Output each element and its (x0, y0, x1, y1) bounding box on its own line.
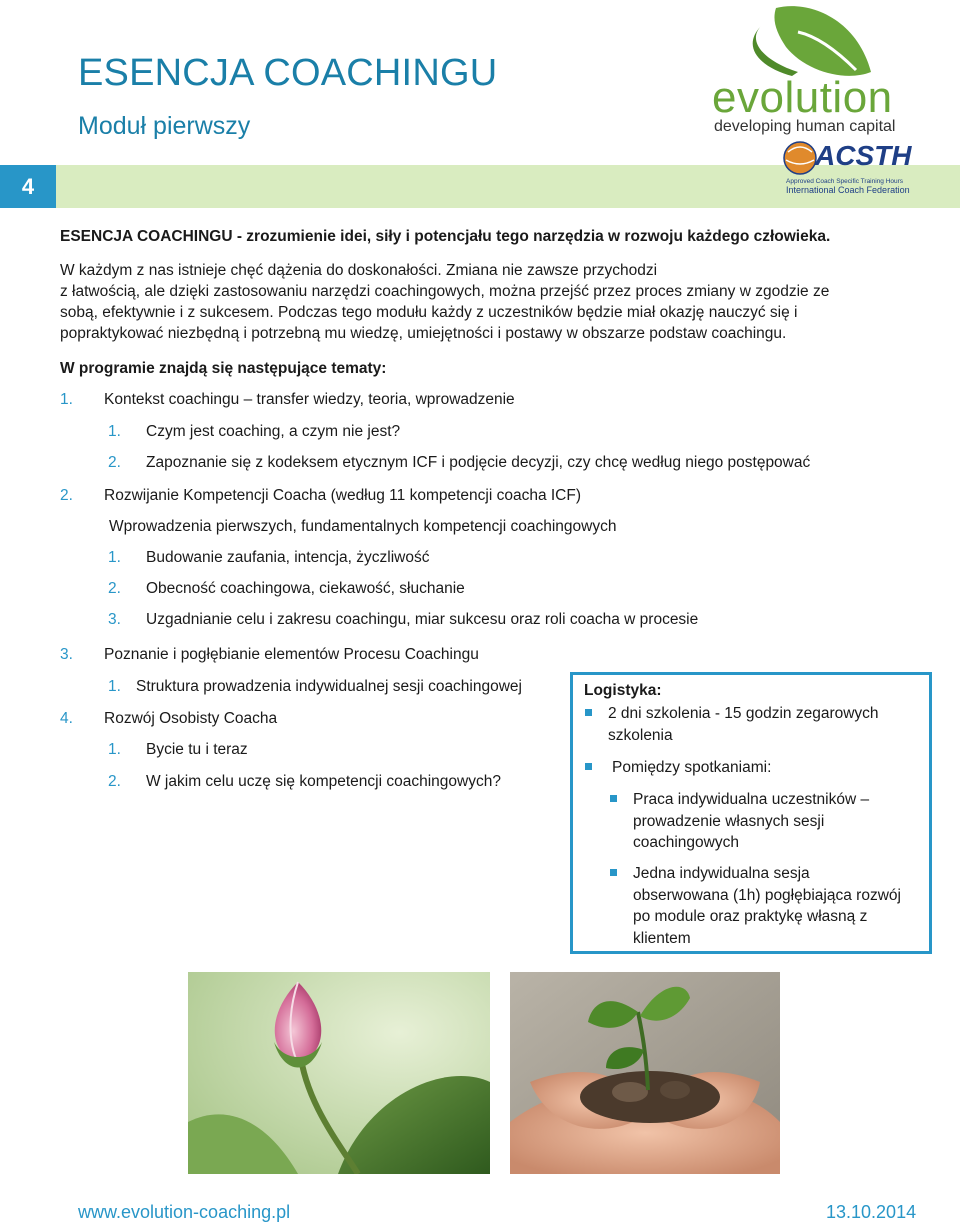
intro-line-3: sobą, efektywnie i z sukcesem. Podczas tego modułu każdy z uczestników będzie miał okazję nauczyć się i (60, 304, 798, 321)
acsth-badge-line1: Approved Coach Specific Training Hours (786, 178, 904, 185)
list-item (60, 710, 277, 728)
list-item (108, 611, 698, 629)
program-heading: W programie znajdą się następujące tematy: (60, 360, 387, 377)
list-item (108, 773, 501, 791)
list-label: Bycie tu i teraz (146, 741, 248, 758)
logistics-subbullet-1-line: prowadzenie własnych sesji (633, 812, 825, 830)
bullet-icon (585, 763, 592, 770)
list-number: 2. (108, 454, 121, 471)
bullet-icon (610, 795, 617, 802)
list-number: 4. (60, 710, 73, 727)
list-label: Czym jest coaching, a czym nie jest? (146, 423, 401, 440)
list-label: Rozwój Osobisty Coacha (104, 710, 278, 727)
logistics-bullet-1 (608, 703, 879, 746)
logistics-subbullet-2-line: po module oraz praktykę własną z (633, 908, 868, 925)
intro-line-4: popraktykować niezbędną i potrzebną mu wiedzę, umiejętności i postawy w obszarze podstaw coachingu. (60, 325, 787, 342)
list-label: Poznanie i pogłębianie elementów Procesu Coachingu (104, 646, 479, 663)
list-number: 1. (108, 678, 121, 695)
bullet-icon (585, 709, 592, 716)
list-item (60, 391, 515, 409)
list-item (108, 741, 248, 759)
list-number: 2. (60, 487, 73, 504)
logistics-subbullet-2-line: Jedna indywidualna sesja (633, 865, 810, 882)
logistics-bullet-2: Pomiędzy spotkaniami: (612, 759, 772, 776)
list-item (108, 580, 465, 598)
logistics-subbullet-1-line: Praca indywidualna uczestników – (633, 791, 870, 808)
logistics-subbullet-1-line: coachingowych (633, 834, 739, 851)
list-item (108, 454, 810, 472)
list-item (60, 646, 479, 664)
list-label: W jakim celu uczę się kompetencji coachingowych? (146, 773, 501, 790)
list-item (108, 549, 429, 567)
logistics-subbullet-2 (633, 863, 901, 949)
acsth-badge-line2: International Coach Federation (786, 185, 910, 195)
list-label: Budowanie zaufania, intencja, życzliwość (146, 549, 430, 566)
logo-word: evolution (712, 73, 893, 122)
list-label: Uzgadnianie celu i zakresu coachingu, miar sukcesu oraz roli coacha w procesie (146, 611, 699, 628)
page-number: 4 (0, 165, 56, 208)
page-subtitle: Moduł pierwszy (78, 112, 251, 140)
list-label: Kontekst coachingu – transfer wiedzy, teoria, wprowadzenie (104, 391, 515, 408)
intro-line-1: W każdym z nas istnieje chęć dążenia do doskonałości. Zmiana nie zawsze przychodzi (60, 262, 658, 279)
logistics-subbullet-1 (633, 789, 869, 854)
logistics-subbullet-2-line: obserwowana (1h) pogłębiająca rozwój (633, 886, 901, 904)
intro-line-2: z łatwością, ale dzięki zastosowaniu narzędzi coachingowych, można przejść przez proces zmiany w zgodzie ze (60, 283, 830, 300)
bullet-icon (610, 869, 617, 876)
list-number: 3. (108, 611, 121, 628)
logo-tagline: developing human capital (714, 118, 896, 135)
list-item (60, 487, 581, 505)
list-number: 2. (108, 580, 121, 597)
logistics-title: Logistyka: (584, 682, 662, 699)
list-number: 1. (60, 391, 73, 408)
list-note: Wprowadzenia pierwszych, fundamentalnych kompetencji coachingowych (109, 518, 617, 535)
logistics-subbullet-2-line: klientem (633, 929, 691, 947)
acsth-badge-word: ACSTH (815, 140, 912, 171)
list-label: Rozwijanie Kompetencji Coacha (według 11 kompetencji coacha ICF) (104, 487, 582, 504)
list-label: Obecność coachingowa, ciekawość, słuchanie (146, 580, 465, 597)
list-item (108, 423, 400, 441)
footer-date: 13.10.2014 (826, 1202, 917, 1222)
list-number: 2. (108, 773, 121, 790)
hands-with-seedling-photo (510, 972, 780, 1174)
list-number: 1. (108, 549, 121, 566)
logistics-bullet-1-line: 2 dni szkolenia - 15 godzin zegarowych (608, 705, 879, 722)
list-number: 1. (108, 423, 121, 440)
list-item (108, 678, 522, 696)
lotus-bud-photo (188, 972, 490, 1174)
list-number: 3. (60, 646, 73, 663)
list-label: Struktura prowadzenia indywidualnej sesji coachingowej (136, 678, 522, 695)
list-number: 1. (108, 741, 121, 758)
footer-website-link[interactable]: www.evolution-coaching.pl (78, 1202, 291, 1222)
logistics-bullet-1-line: szkolenia (608, 726, 673, 744)
intro-heading: ESENCJA COACHINGU - zrozumienie idei, siły i potencjału tego narzędzia w rozwoju każdego człowieka. (60, 228, 831, 245)
page-title: ESENCJA COACHINGU (78, 52, 498, 94)
list-label: Zapoznanie się z kodeksem etycznym ICF i podjęcie decyzji, czy chcę według niego postępować (146, 454, 811, 471)
